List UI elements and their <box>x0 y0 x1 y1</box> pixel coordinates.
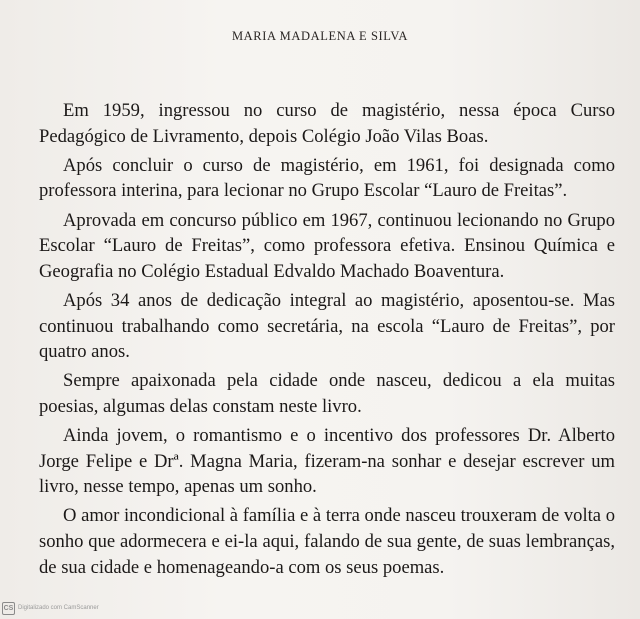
body-text <box>39 98 615 584</box>
scanner-watermark <box>2 600 99 616</box>
running-head: MARIA MADALENA E SILVA <box>231 29 409 43</box>
paragraph: Após concluir o curso de magistério, em 1961, foi designada como professora interina, para lecionar no Grupo Escolar “Lauro de Freitas”. <box>39 154 615 202</box>
paragraph: Sempre apaixonada pela cidade onde nasceu, dedicou a ela muitas poesias, algumas delas constam neste livro. <box>39 370 615 417</box>
scanner-caption: Digitalizado com CamScanner <box>18 605 99 611</box>
paragraph: O amor incondicional à família e à terra onde nasceu trouxeram de volta o sonho que adormecera e ei-la aqui, falando de sua gente, de suas lembranças, de sua cidade e homenageando-a com os seus poemas. <box>39 505 615 578</box>
camscanner-logo-icon: CS <box>2 602 15 615</box>
paragraph: Ainda jovem, o romantismo e o incentivo dos professores Dr. Alberto Jorge Felipe e Drª. Magna Maria, fizeram-na sonhar e desejar escrever um livro, nesse tempo, apenas um sonho. <box>39 425 615 498</box>
paragraph: Após 34 anos de dedicação integral ao magistério, aposentou-se. Mas continuou trabalhando como secretária, na escola “Lauro de Freitas”, por quatro anos. <box>39 289 615 363</box>
paragraph: Em 1959, ingressou no curso de magistério, nessa época Curso Pedagógico de Livramento, depois Colégio João Vilas Boas. <box>39 100 615 147</box>
paragraph: Aprovada em concurso público em 1967, continuou lecionando no Grupo Escolar “Lauro de Freitas”, como professora efetiva. Ensinou Química e Geografia no Colégio Estadual Edvaldo Machado Boaventura. <box>39 209 615 282</box>
